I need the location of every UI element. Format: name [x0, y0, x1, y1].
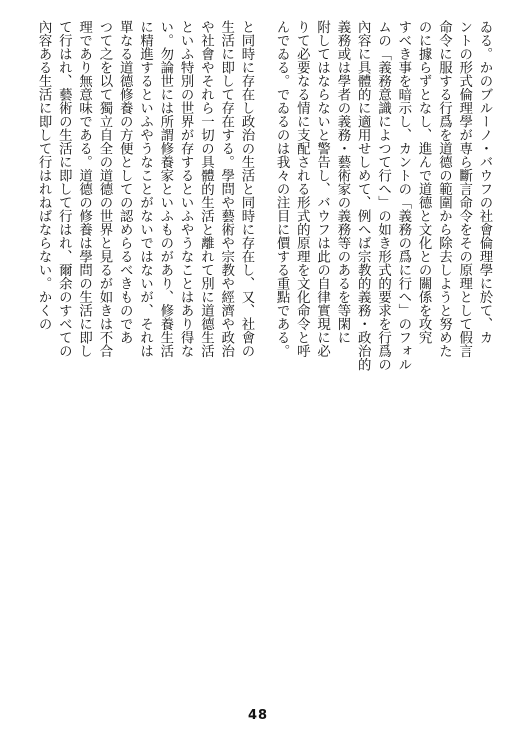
left-line: [32, 20, 33, 676]
left-line: と同時に存在し政治の生活と同時に存在し、又、社會の: [239, 20, 254, 358]
left-line: 內容ある生活に即して行はれねばならない。かくの: [36, 20, 52, 331]
right-line: 命令に服する行爲を道德の範圍から除去しようと努めた: [436, 20, 452, 358]
right-line: んでゐる。でゐるのは我々の注目に價する重點である。: [274, 20, 290, 358]
right-line: りて必要なる情に支配される形式的原理を文化命令と呼: [294, 20, 310, 358]
right-line: 附してはならないと警告し、バウフは此の自律實現に必: [314, 20, 330, 358]
left-line: といふ特別の世界が存するといふやうなことはあり得な: [178, 20, 194, 358]
right-line: ゐる。かのブルーノ・バウフの社會倫理學に於て、カ: [477, 20, 492, 344]
right-line: ムの「義務意識によつて行へ」の如き形式的要求を行爲の: [375, 20, 391, 371]
left-line: い。勿論世には所謂修養家といふものがあり、修養生活: [157, 20, 173, 358]
page-number: 48: [247, 708, 269, 723]
left-line: 生活に即して存在する。學問や藝術や宗教や經濟や政治: [218, 20, 234, 358]
left-line: 理であり無意味である。道德の修養は學問の生活に即し: [76, 20, 92, 358]
right-line: 義務或は學者の義務・藝術家の義務等のあるを等閑に: [334, 20, 350, 344]
left-line: 單なる道德修養の方便としての認めらるべきものであ: [117, 20, 133, 344]
left-text-column: [32, 20, 256, 676]
right-line: 內容に具體的に適用せしめて、例へば宗教的義務・政治的: [355, 20, 371, 371]
right-text-column: [270, 20, 494, 676]
right-line: すべき事を暗示し、カントの「義務の爲に行へ」のフォル: [395, 20, 411, 371]
right-line: のに據らずとなし、進んで道德と文化との關係を攻究: [416, 20, 432, 344]
left-line: に精進するといふやうなことがないではないが、それは: [137, 20, 153, 358]
left-line: て行はれ、藝術の生活に即して行はれ、爾余のすべての: [56, 20, 72, 358]
left-line: つて之を以て獨立自全の道德の世界と見るが如きは不合: [96, 20, 112, 358]
left-line: や社會やそれら一切の具體的生活と離れて別に道德生活: [198, 20, 214, 358]
right-line: ントの形式倫理學が専ら斷言命令をその原理として假言: [456, 20, 472, 358]
